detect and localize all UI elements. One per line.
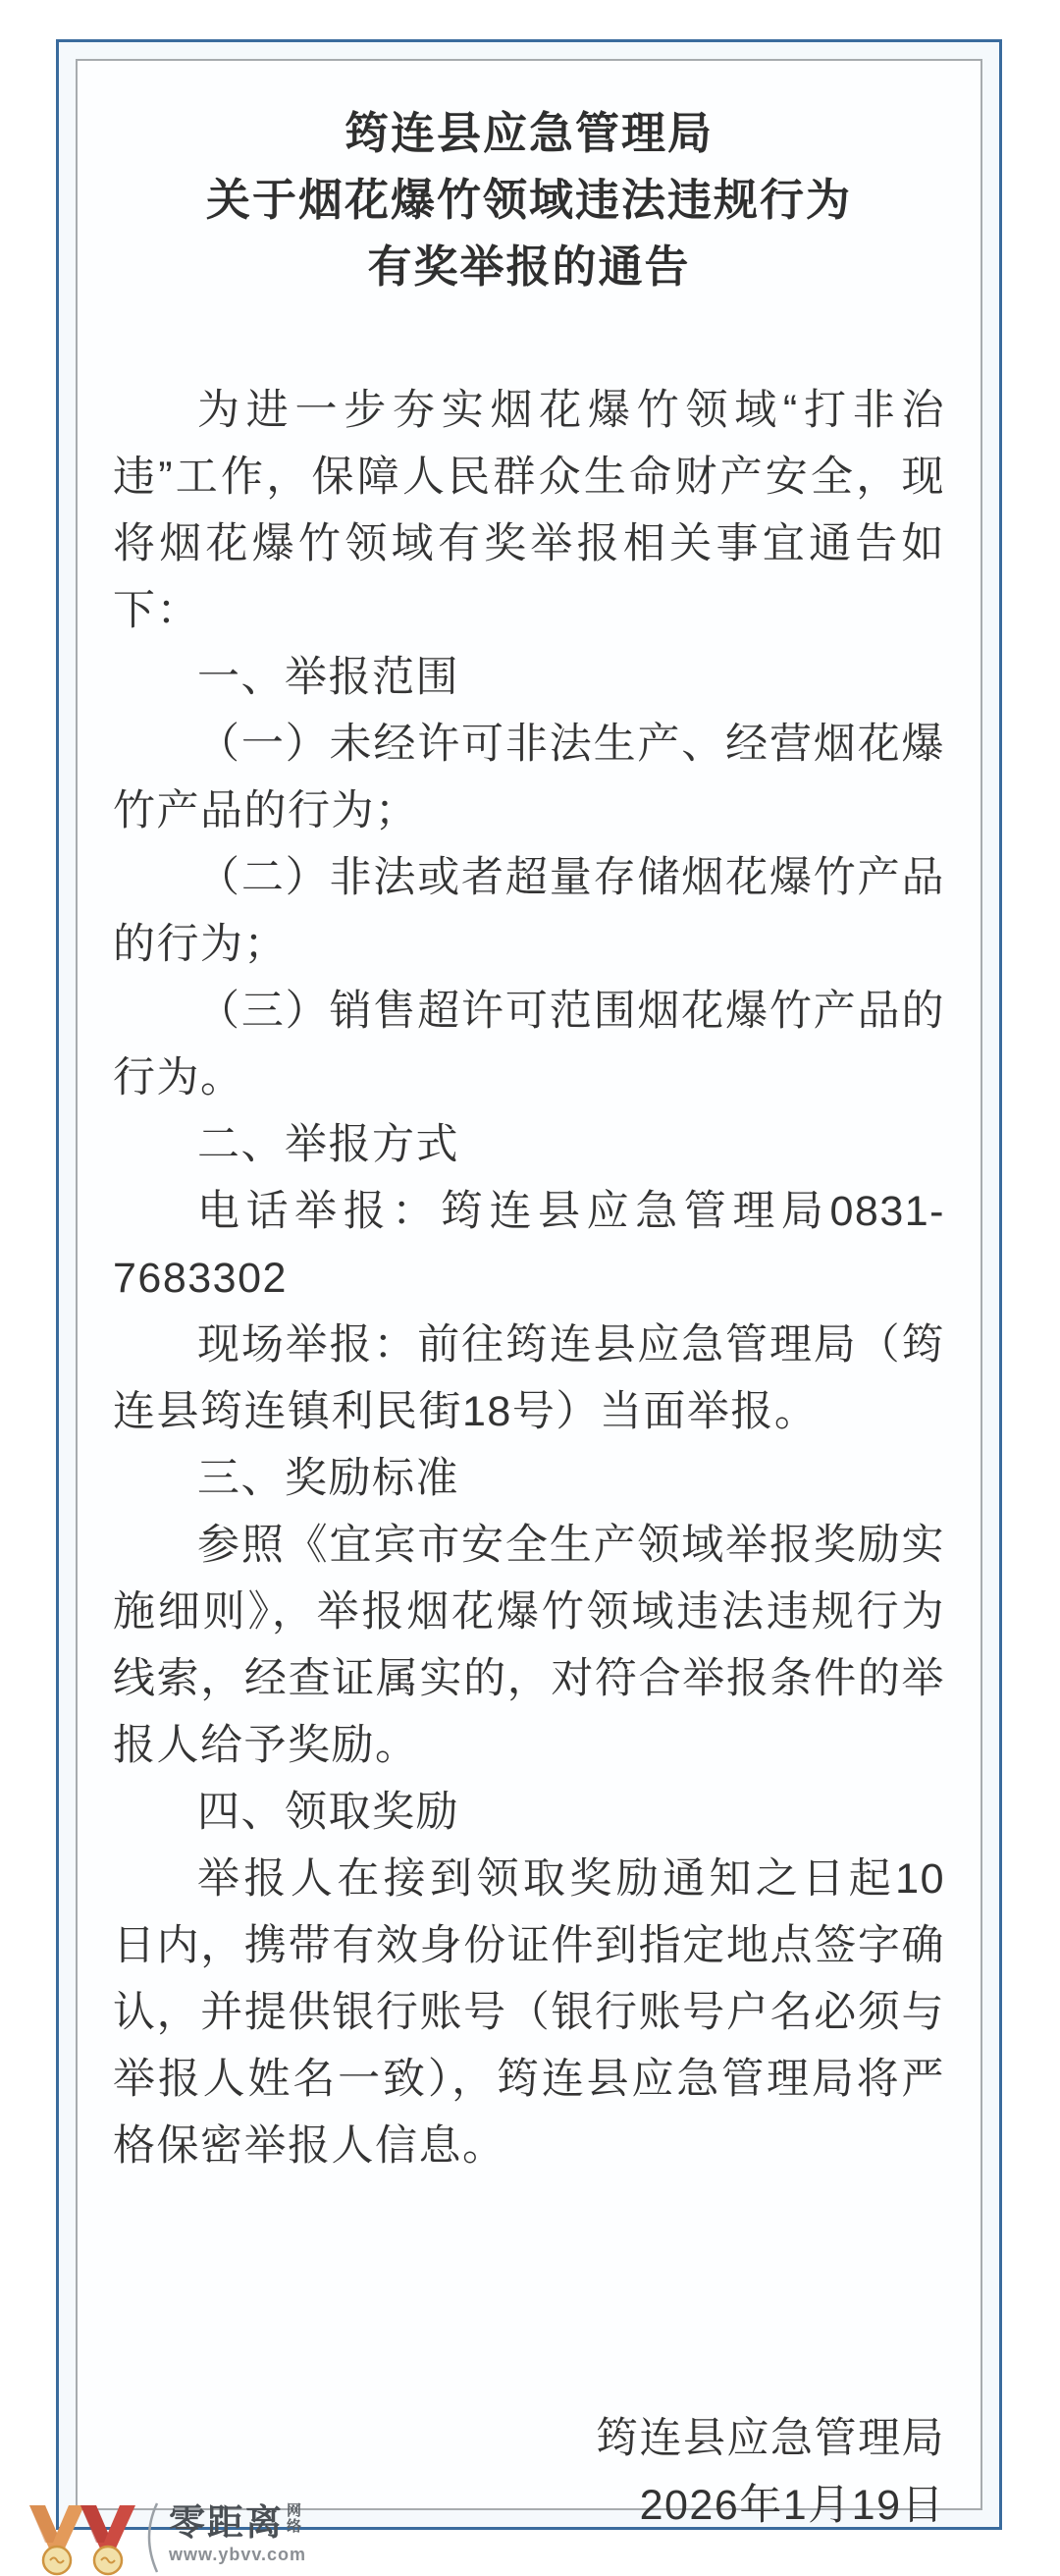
site-watermark — [16, 2499, 306, 2576]
title-line-1: 筠连县应急管理局 — [344, 108, 714, 158]
signature-date: 2026年1月19日 — [639, 2482, 945, 2529]
list-item-1: （一）未经许可非法生产、经营烟花爆竹产品的行为； — [113, 721, 945, 834]
document-title — [113, 100, 945, 300]
section-heading-1: 一、举报范围 — [197, 654, 459, 701]
medals-logo-icon — [16, 2499, 163, 2576]
title-line-2: 关于烟花爆竹领域违法违规行为 — [205, 175, 852, 225]
list-item-2: （二）非法或者超量存储烟花爆竹产品的行为； — [113, 854, 945, 968]
signature-org: 筠连县应急管理局 — [596, 2415, 945, 2462]
section-heading-3: 三、奖励标准 — [197, 1455, 459, 1502]
phone-report-paragraph: 电话举报：筠连县应急管理局0831-7683302 — [113, 1188, 945, 1302]
outer-blue-frame — [56, 39, 1002, 2530]
list-item-3: （三）销售超许可范围烟花爆竹产品的行为。 — [113, 988, 945, 1101]
section-heading-2: 二、举报方式 — [197, 1121, 459, 1168]
claim-reward-paragraph: 举报人在接到领取奖励通知之日起10日内，携带有效身份证件到指定地点签字确认，并提供银行账号（银行账号户名必须与举报人姓名一致），筠连县应急管理局将严格保密举报人信息。 — [113, 1855, 945, 2170]
title-line-3: 有奖举报的通告 — [367, 242, 691, 292]
document-body — [113, 377, 945, 2179]
watermark-brand-suffix: 网络 — [287, 2502, 302, 2535]
onsite-report-paragraph: 现场举报：前往筠连县应急管理局（筠连县筠连镇利民街18号）当面举报。 — [113, 1321, 945, 1435]
reward-standard-paragraph: 参照《宜宾市安全生产领域举报奖励实施细则》，举报烟花爆竹领域违法违规行为线索，经查证属实的，对符合举报条件的举报人给予奖励。 — [113, 1522, 945, 1769]
watermark-text-block — [169, 2499, 306, 2565]
watermark-url: www.ybvv.com — [169, 2545, 307, 2564]
watermark-brand: 零距离 — [169, 2502, 284, 2543]
section-heading-4: 四、领取奖励 — [197, 1789, 459, 1836]
intro-paragraph: 为进一步夯实烟花爆竹领域“打非治违”工作，保障人民群众生命财产安全，现将烟花爆竹领域有奖举报相关事宜通告如下： — [113, 387, 945, 634]
